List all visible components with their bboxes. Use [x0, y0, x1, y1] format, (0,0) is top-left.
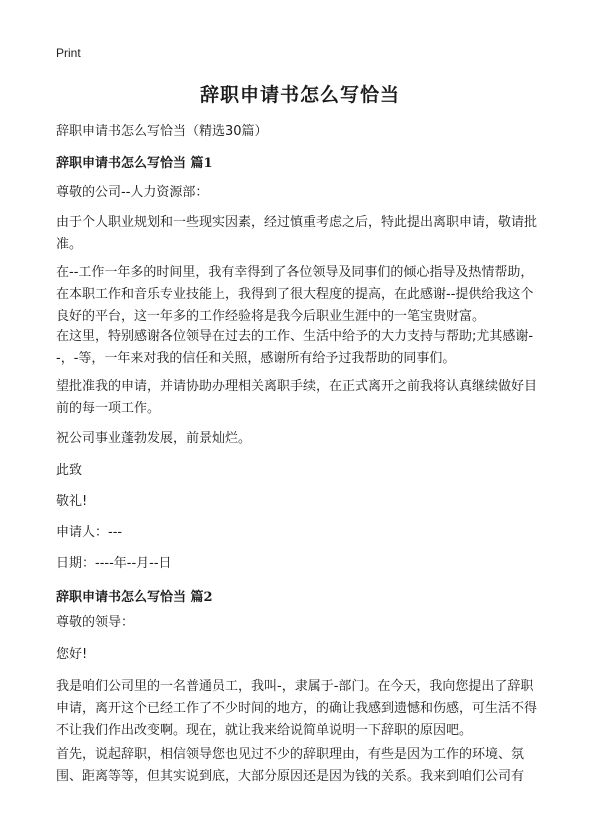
closing-regards: 敬礼! — [56, 494, 88, 509]
paragraph-1-4: 望批准我的申请，并请协助办理相关离职手续，在正式离开之前我将认真继续做好目前的每一项工作。 — [56, 379, 538, 416]
paragraph-2-2: 首先，说起辞职，相信领导您也见过不少的辞职理由，有些是因为工作的环境、氛围、距离等等，但其实说到底，大部分原因还是因为钱的关系。我来到咱们公司有 — [56, 747, 525, 784]
applicant-line: 申请人：--- — [56, 525, 123, 540]
paragraph-1-1: 由于个人职业规划和一些现实因素，经过慎重考虑之后，特此提出离职申请，敬请批准。 — [56, 215, 538, 252]
greeting-1: 尊敬的公司--人力资源部： — [56, 185, 209, 200]
paragraph-1-5: 祝公司事业蓬勃发展，前景灿烂。 — [56, 431, 252, 446]
section-heading-1: 辞职申请书怎么写恰当 篇1 — [56, 156, 213, 171]
paragraph-1-2: 在--工作一年多的时间里，我有幸得到了各位领导及同事们的倾心指导及热情帮助，在本职工作和音乐专业技能上，我得到了很大程度的提高，在此感谢--提供给我这个良好的平台，这一年多的工作经验将是我今后职业生涯中的一笔宝贵财富。 — [56, 265, 534, 324]
greeting-2: 尊敬的领导： — [56, 615, 135, 630]
date-line: 日期：----年--月--日 — [56, 556, 172, 571]
print-label: Print — [56, 46, 81, 60]
paragraph-2-1: 我是咱们公司里的一名普通员工，我叫-，隶属于-部门。在今天，我向您提出了辞职申请，离开这个已经工作了不少时间的地方，的确让我感到遗憾和伤感，可生活不得不让我们作出改变啊。现在，就让我来给说简单说明一下辞职的原因吧。 — [56, 679, 538, 738]
document-title: 辞职申请书怎么写恰当 — [199, 84, 400, 106]
closing-salutation: 此致 — [56, 463, 83, 478]
document-subtitle: 辞职申请书怎么写恰当（精选30篇） — [56, 124, 268, 139]
hello-line: 您好! — [56, 647, 88, 662]
section-heading-2: 辞职申请书怎么写恰当 篇2 — [56, 590, 213, 605]
paragraph-1-3: 在这里，特别感谢各位领导在过去的工作、生活中给予的大力支持与帮助;尤其感谢--，-等，一年来对我的信任和关照，感谢所有给予过我帮助的同事们。 — [56, 329, 534, 366]
